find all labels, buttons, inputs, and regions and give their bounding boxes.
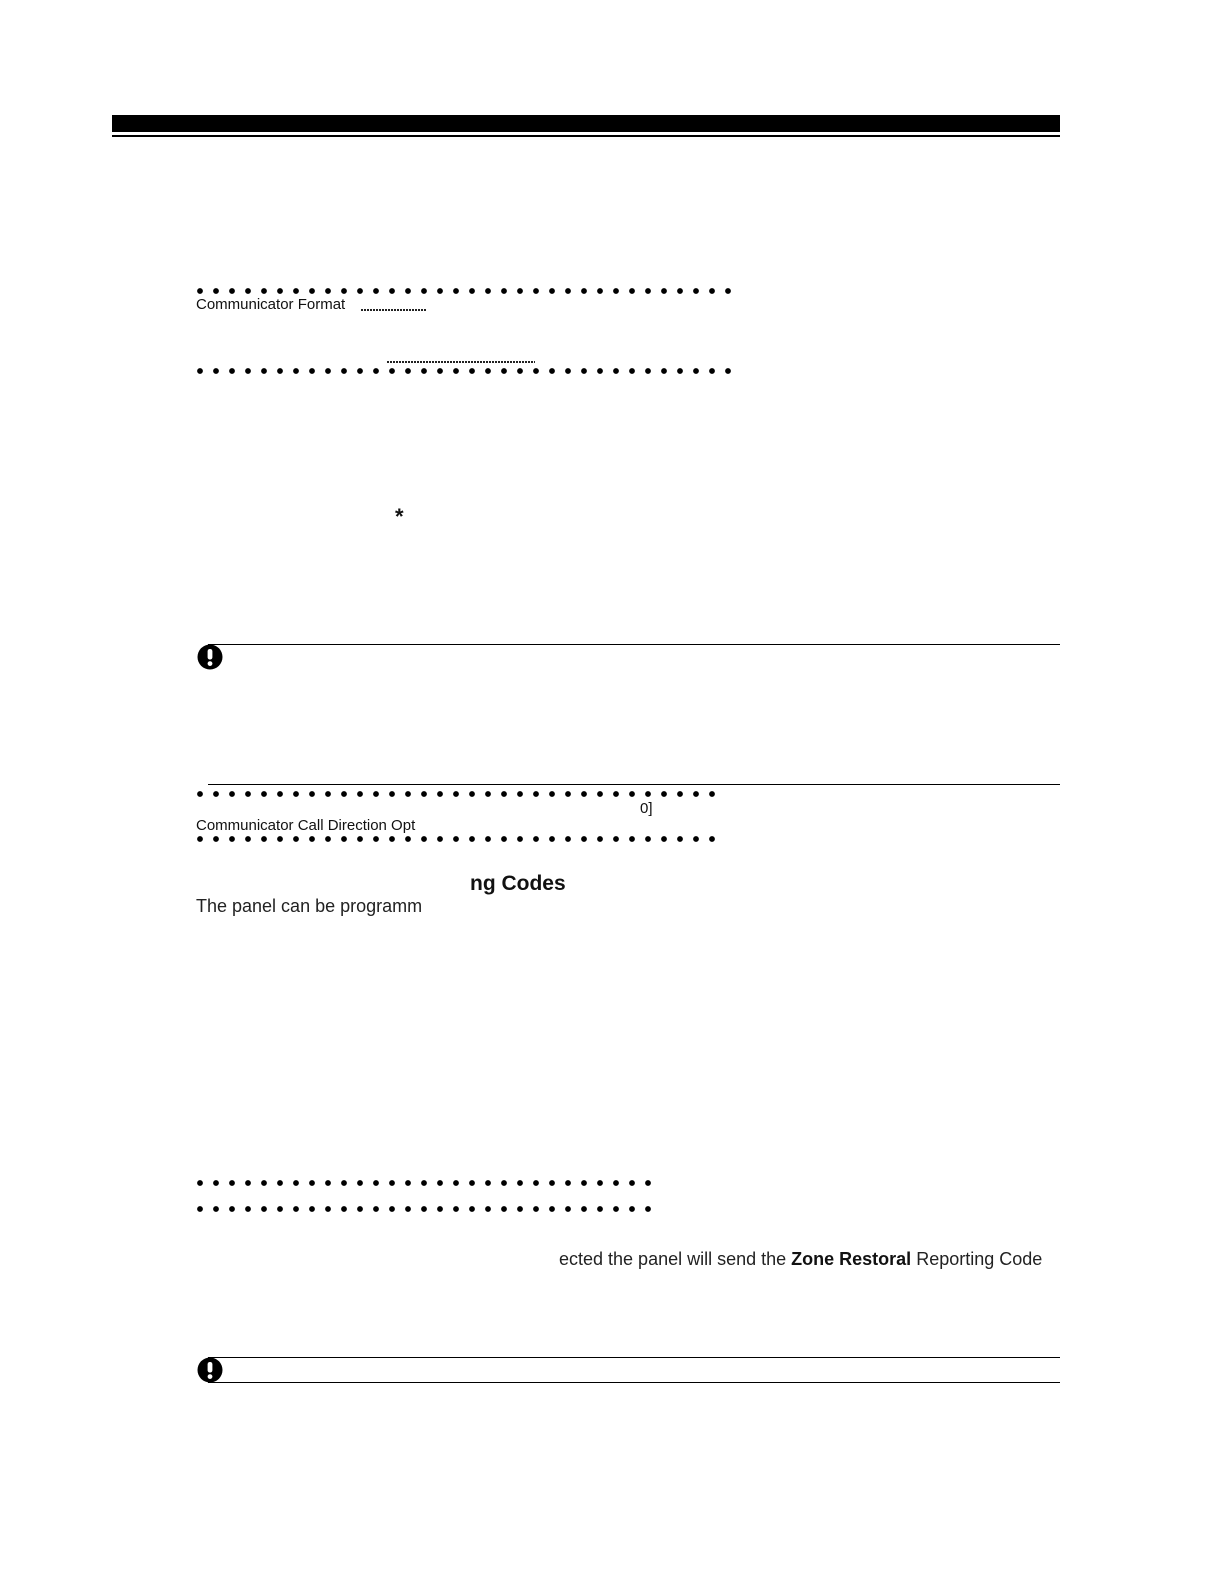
- restoral-sentence: ected the panel will send the Zone Restoral Reporting Code: [559, 1249, 1043, 1269]
- dotted-divider-top: [196, 1179, 656, 1187]
- note-top-rule: [208, 644, 1060, 645]
- section-heading: ng Codes: [470, 872, 566, 895]
- dot-leader: [361, 309, 427, 311]
- intro-paragraph: The panel can be programm: [196, 896, 423, 916]
- dotted-divider-bottom: [196, 367, 736, 375]
- dotted-divider-top: [196, 790, 720, 798]
- exclamation-icon: [197, 644, 223, 670]
- dotted-divider-top: [196, 287, 736, 295]
- dotted-divider-bottom: [196, 835, 720, 843]
- note-bottom-rule: [208, 784, 1060, 785]
- dot-leader-2: [387, 361, 535, 363]
- dotted-divider-bottom: [196, 1205, 656, 1213]
- communicator-format-label: Communicator Format: [196, 296, 346, 313]
- call-direction-label: Communicator Call Direction Opt: [196, 817, 416, 834]
- exclamation-icon: [197, 1357, 223, 1383]
- bracket-fragment: 0]: [640, 800, 653, 817]
- page-header-bar: [112, 115, 1060, 132]
- asterisk-symbol: *: [395, 504, 404, 529]
- note-top-rule: [208, 1357, 1060, 1358]
- page-header-rule: [112, 135, 1060, 137]
- note-bottom-rule: [208, 1382, 1060, 1383]
